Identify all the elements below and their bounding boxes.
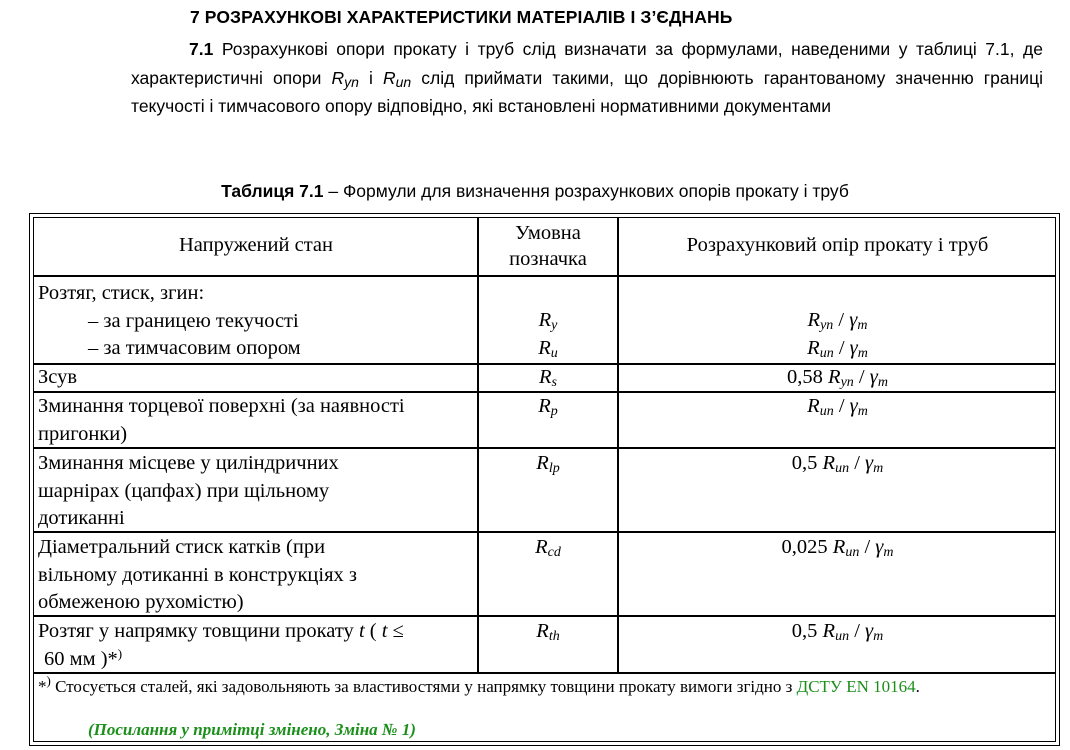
symbol-r-yn: $R_{yn}$ — [331, 67, 359, 90]
row-through-thickness-state: Розтяг у напрямку товщини прокату t ( t ≤ 60 мм )*) — [38, 620, 404, 670]
paragraph-number: 7.1 — [189, 39, 214, 59]
section-paragraph — [131, 35, 1043, 121]
table-caption — [0, 181, 1070, 202]
row-through-thickness-formula: 0,5 $R_{un} / \gamma_m$ — [791, 620, 884, 644]
header-state: Напружений стан — [179, 234, 333, 256]
section-heading: 7 РОЗРАХУНКОВІ ХАРАКТЕРИСТИКИ МАТЕРІАЛІВ І З’ЄДНАНЬ — [190, 7, 733, 27]
row-tension-state: Розтяг, стиск, згин: – за границею текучості – за тимчасовим опором — [38, 282, 301, 359]
row-shear-symbol: $R_s$ — [539, 366, 557, 390]
row-bearing-face-state: Зминання торцевої поверхні (за наявності пригонки) — [38, 395, 405, 445]
row-through-thickness-symbol: $R_{th}$ — [536, 620, 560, 644]
row-diametral-state: Діаметральний стиск катків (при вільному дотиканні в конструкціях з обмеженою рухомістю) — [38, 536, 357, 613]
header-symbol: Умовна позначка — [509, 222, 587, 270]
paragraph-conjunction: і — [369, 67, 373, 88]
row-bearing-local-formula: 0,5 $R_{un} / \gamma_m$ — [791, 452, 884, 476]
standard-link[interactable]: ДСТУ EN 10164 — [796, 677, 916, 696]
row-bearing-local-state: Зминання місцеве у циліндричних шарнірах (цапфах) при щільному дотиканні — [38, 452, 339, 529]
table-rule-header — [33, 275, 1056, 277]
paragraph-text-a: Розрахункові опори прокату і труб слід визначати за формулами, наведеними у таблиці 7.1, де характеристичні опори — [131, 39, 1043, 88]
symbol-r-un: $R_{un}$ — [382, 67, 412, 90]
table-footnote: *) Стосується сталей, які задовольняють за властивостями у напрямку товщини прокату вимоги згідно з ДСТУ EN 10164. — [38, 673, 920, 696]
paragraph-text-b: слід приймати такими, що дорівнюють гарантованому значенню границі текучості і тимчасового опору відповідно, які встановлені нормативними документами — [131, 67, 1043, 116]
row-bearing-local-symbol: $R_{lp}$ — [536, 452, 560, 476]
row-shear-state: Зсув — [38, 366, 78, 388]
row-bearing-face-symbol: $R_p$ — [538, 395, 558, 419]
row-tension-formula: $R_{yn} / \gamma_m$ $R_{un} / \gamma_m$ — [807, 309, 868, 361]
row-diametral-formula: 0,025 $R_{un} / \gamma_m$ — [781, 536, 894, 560]
cropped-text-fragment — [118, 0, 198, 3]
amendment-note: (Посилання у примітці змінено, Зміна № 1) — [88, 720, 416, 739]
table-col-divider-2 — [617, 217, 619, 673]
caption-text: – Формули для визначення розрахункових опорів прокату і труб — [328, 181, 849, 201]
header-resistance: Розрахунковий опір прокату і труб — [686, 234, 989, 256]
table-col-divider-1 — [477, 217, 479, 673]
row-shear-formula: 0,58 $R_{yn} / \gamma_m$ — [787, 366, 888, 390]
caption-lead: Таблиця 7.1 — [221, 181, 324, 201]
row-diametral-symbol: $R_{cd}$ — [535, 536, 561, 560]
row-tension-symbol: $R_y$ $R_u$ — [538, 309, 558, 361]
row-bearing-face-formula: $R_{un} / \gamma_m$ — [807, 395, 868, 419]
